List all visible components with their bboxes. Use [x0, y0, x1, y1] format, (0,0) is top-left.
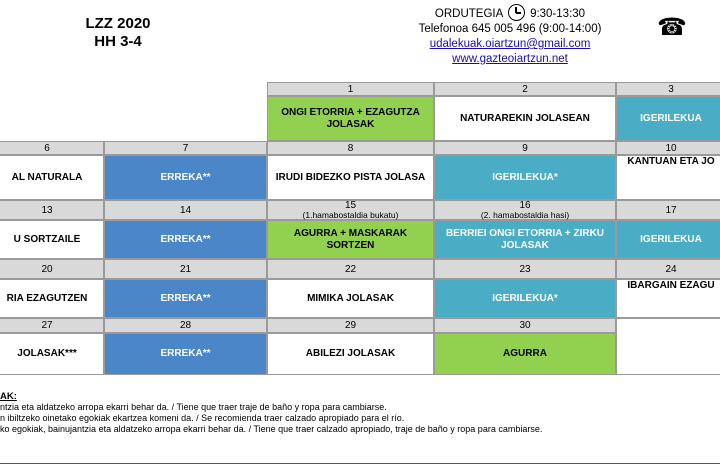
- activity-cell: AGURRA + MASKARAK SORTZEN: [267, 220, 434, 259]
- day-number: 9: [434, 141, 616, 155]
- day-number-cell: [267, 200, 434, 220]
- activity-cell: ONGI ETORRIA + EZAGUTZA JOLASAK: [267, 96, 434, 141]
- note-line: ko egokiak, bainujantzia eta aldatzeko arropa ekarri behar da. / Tiene que traer calzado apropiado, traje de baño y ropa para cambiarse.: [0, 424, 543, 434]
- day-number: 29: [267, 318, 434, 333]
- notes-heading: AK:: [0, 391, 17, 402]
- day-number: 1: [267, 82, 434, 96]
- email-link[interactable]: udalekuak.oiartzun@gmail.com: [429, 38, 591, 50]
- day-number: 22: [267, 259, 434, 279]
- activity-cell: NATURAREKIN JOLASEAN: [434, 96, 616, 141]
- activity-cell: ERREKA**: [104, 279, 267, 318]
- day-number: 2: [434, 82, 616, 96]
- activity-cell: IBARGAIN EZAGU: [616, 279, 720, 318]
- day-number: 20: [0, 259, 104, 279]
- day-number: 24: [616, 259, 720, 279]
- day-note: (2. hamabostaldia hasi): [480, 210, 570, 220]
- activity-cell: IGERILEKUA: [616, 96, 720, 141]
- activity-cell: ERREKA**: [104, 220, 267, 259]
- day-number: 16: [519, 200, 531, 211]
- group-subtitle: HH 3-4: [94, 33, 142, 50]
- schedule-label: ORDUTEGIA: [434, 8, 503, 20]
- activity-cell: AL NATURALA: [0, 155, 104, 200]
- day-note: (1.hamabostaldia bukatu): [302, 210, 399, 220]
- day-number: 28: [104, 318, 267, 333]
- activity-cell: U SORTZAILE: [0, 220, 104, 259]
- footer-divider: [0, 463, 720, 464]
- day-number: 15: [344, 200, 357, 211]
- telephone-icon: ☎: [657, 14, 687, 41]
- day-number: 8: [267, 141, 434, 155]
- empty-cell: [616, 318, 720, 375]
- day-number: 3: [616, 82, 720, 96]
- activity-cell: ABILEZI JOLASAK: [267, 333, 434, 375]
- day-number: 30: [434, 318, 616, 333]
- activity-cell: ERREKA**: [104, 333, 267, 375]
- day-number: 6: [0, 141, 104, 155]
- day-number: 7: [104, 141, 267, 155]
- activity-cell: IGERILEKUA*: [434, 155, 616, 200]
- note-line: ntzia eta aldatzeko arropa ekarri behar da. / Tiene que traer traje de baño y ropa para cambiarse.: [0, 402, 387, 412]
- schedule-time: 9:30-13:30: [530, 8, 586, 20]
- activity-cell: IGERILEKUA: [616, 220, 720, 259]
- day-number: 10: [616, 141, 720, 155]
- day-number: 21: [104, 259, 267, 279]
- activity-cell: RIA EZAGUTZEN: [0, 279, 104, 318]
- activity-cell: JOLASAK***: [0, 333, 104, 375]
- activity-cell: MIMIKA JOLASAK: [267, 279, 434, 318]
- activity-cell: KANTUAN ETA JO: [616, 155, 720, 200]
- notes-block: [0, 391, 720, 435]
- day-number: 27: [0, 318, 104, 333]
- day-number-cell: [434, 200, 616, 220]
- activity-cell: IRUDI BIDEZKO PISTA JOLASA: [267, 155, 434, 200]
- activity-cell: AGURRA: [434, 333, 616, 375]
- day-number: 14: [104, 200, 267, 220]
- day-number: 23: [434, 259, 616, 279]
- note-line: n ibiltzeko oinetako egokiak ekartzea komeni da. / Se recomienda traer calzado apropiado para el río.: [0, 413, 405, 423]
- program-title: LZZ 2020: [85, 15, 151, 32]
- activity-cell: ERREKA**: [104, 155, 267, 200]
- day-number: 17: [616, 200, 720, 220]
- activity-cell: BERRIEI ONGI ETORRIA + ZIRKU JOLASAK: [434, 220, 616, 259]
- activity-cell: IGERILEKUA*: [434, 279, 616, 318]
- phone-line: Telefonoa 645 005 496 (9:00-14:00): [418, 23, 602, 35]
- website-link[interactable]: www.gazteoiartzun.net: [452, 53, 568, 65]
- day-number: 13: [0, 200, 104, 220]
